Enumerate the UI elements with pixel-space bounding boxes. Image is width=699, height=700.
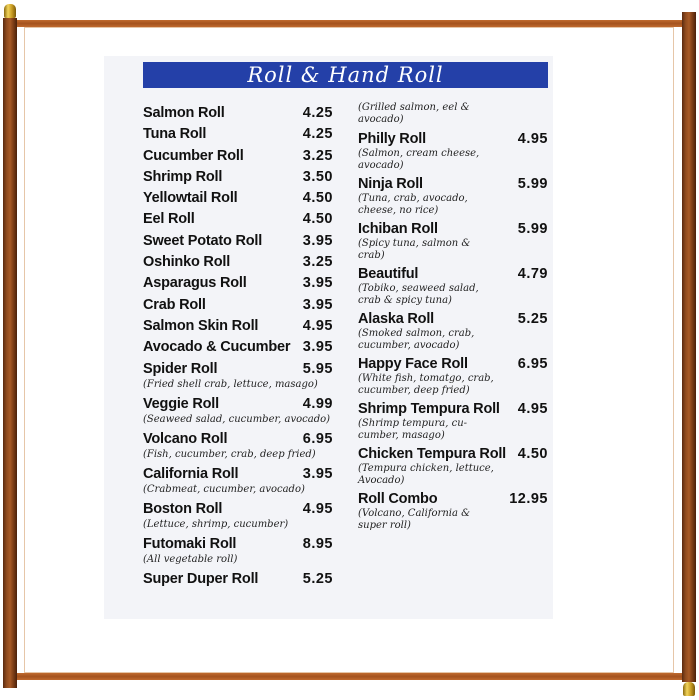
menu-item-row: [143, 430, 333, 449]
menu-item: [143, 535, 333, 570]
menu-item-row: [358, 175, 548, 193]
menu-column-right: [358, 102, 548, 535]
item-description: (Fried shell crab, lettuce, masago): [143, 378, 318, 390]
menu-item: [143, 500, 333, 535]
item-price: 3.25: [302, 147, 333, 164]
item-price: 4.79: [517, 266, 548, 282]
item-name: Veggie Roll: [143, 395, 219, 412]
item-name: Volcano Roll: [143, 430, 228, 447]
item-price: 5.95: [302, 360, 333, 377]
item-price: 6.95: [517, 356, 548, 372]
item-name: Philly Roll: [358, 131, 426, 147]
item-name: Yellowtail Roll: [143, 190, 238, 207]
item-name: Shrimp Tempura Roll: [358, 401, 500, 417]
item-name: Cucumber Roll: [143, 147, 244, 164]
menu-item-row: [143, 274, 333, 293]
menu-item: [143, 317, 333, 338]
menu-item: [358, 130, 548, 172]
item-price: 4.99: [302, 395, 333, 412]
item-price: 6.95: [302, 430, 333, 447]
item-description: (Fish, cucumber, crab, deep fried): [143, 448, 316, 460]
item-name: Happy Face Roll: [358, 356, 468, 372]
item-name: California Roll: [143, 465, 239, 482]
item-price: 4.95: [302, 317, 333, 334]
item-name: Alaska Roll: [358, 311, 434, 327]
menu-item-row: [358, 265, 548, 283]
item-name: Spider Roll: [143, 360, 218, 377]
menu-item: [143, 253, 333, 274]
menu-item: [358, 400, 548, 442]
menu-item-row: [143, 465, 333, 484]
item-description: (Spicy tuna, salmon & crab): [358, 238, 471, 261]
menu-item-row: [358, 490, 548, 508]
item-price: 4.95: [302, 500, 333, 517]
menu-item-row: [358, 220, 548, 238]
pole-knob-bottom-right: [683, 682, 695, 696]
item-price: 3.95: [302, 339, 333, 356]
menu-item: [358, 490, 548, 532]
item-name: Avocado & Cucumber: [143, 339, 291, 356]
item-description: (Tuna, crab, avocado, cheese, no rice): [358, 193, 468, 216]
item-description: (Smoked salmon, crab, cucumber, avocado): [358, 328, 475, 351]
menu-item: [143, 125, 333, 146]
menu-item-row: [358, 400, 548, 418]
item-description: (Tobiko, seaweed salad, crab & spicy tuna): [358, 283, 479, 306]
item-price: 4.95: [517, 401, 548, 417]
menu-item-row: [143, 232, 333, 251]
item-price: 4.50: [302, 211, 333, 228]
item-price: 5.99: [517, 221, 548, 237]
menu-item-row: [143, 317, 333, 336]
menu-column-left: [143, 104, 333, 591]
menu-item-row: [143, 189, 333, 208]
item-description: (Shrimp tempura, cu-cumber, masago): [358, 418, 468, 441]
item-name: Ninja Roll: [358, 176, 423, 192]
menu-item: [143, 465, 333, 500]
menu-item-row: [143, 125, 333, 144]
menu-item: [358, 355, 548, 397]
item-name: Eel Roll: [143, 211, 195, 228]
item-price: 8.95: [302, 535, 333, 552]
item-price: 3.95: [302, 232, 333, 249]
menu-item: [143, 147, 333, 168]
menu-item-row: [143, 535, 333, 554]
menu-item-row: [143, 360, 333, 379]
menu-item: [143, 189, 333, 210]
item-name: Asparagus Roll: [143, 275, 247, 292]
item-price: 4.50: [517, 446, 548, 462]
item-price: 5.99: [517, 176, 548, 192]
item-price: 4.25: [302, 105, 333, 121]
item-name: Salmon Roll: [143, 105, 225, 121]
menu-item: [143, 360, 333, 395]
menu-item: [358, 445, 548, 487]
pole-knob-top-left: [4, 4, 16, 18]
menu-item: [358, 265, 548, 307]
item-name: Roll Combo: [358, 491, 438, 507]
menu-item-row: [143, 168, 333, 187]
menu-item-row: [358, 445, 548, 463]
menu-item: [358, 310, 548, 352]
menu-item-row: [143, 296, 333, 315]
menu-item: [143, 274, 333, 295]
menu-item: [358, 175, 548, 217]
menu-item-row: [143, 338, 333, 357]
item-name: Shrimp Roll: [143, 168, 223, 185]
item-price: 3.25: [302, 254, 333, 271]
item-description: (Seaweed salad, cucumber, avocado): [143, 413, 331, 425]
menu-item-row: [143, 147, 333, 166]
item-name: Futomaki Roll: [143, 535, 237, 552]
menu-item: [358, 220, 548, 262]
menu-item-row: [143, 500, 333, 519]
menu-item-row: [358, 355, 548, 373]
item-name: Oshinko Roll: [143, 254, 231, 271]
item-name: Crab Roll: [143, 296, 206, 313]
item-description: (All vegetable roll): [143, 553, 238, 565]
menu-item-row: [358, 310, 548, 328]
menu-item: [143, 168, 333, 189]
menu-item: [143, 104, 333, 125]
item-name: Salmon Skin Roll: [143, 317, 259, 334]
scroll-pole-left: [3, 18, 17, 688]
item-description: (White fish, tomatgo, crab, cucumber, deep fried): [358, 373, 494, 396]
menu-item-row: [143, 395, 333, 414]
item-name: Sweet Potato Roll: [143, 232, 263, 249]
item-name: Ichiban Roll: [358, 221, 438, 237]
item-name: Beautiful: [358, 266, 419, 282]
item-price: 3.95: [302, 275, 333, 292]
menu-item: [143, 430, 333, 465]
menu-item-row: [143, 104, 333, 123]
continued-description: (Grilled salmon, eel & avocado): [358, 102, 470, 125]
menu-item-row: [358, 130, 548, 148]
menu-item: [143, 395, 333, 430]
item-name: Tuna Roll: [143, 126, 207, 143]
item-price: 4.25: [302, 126, 333, 143]
frame-bar-bottom: [17, 673, 682, 680]
menu-item: [143, 570, 333, 591]
item-price: 3.95: [302, 296, 333, 313]
menu-item-row: [143, 210, 333, 229]
menu-item: [143, 232, 333, 253]
menu-item-row: [143, 570, 333, 589]
menu-item: [143, 296, 333, 317]
menu-item: [143, 210, 333, 231]
item-price: 5.25: [302, 570, 333, 587]
item-price: 4.95: [517, 131, 548, 147]
item-description: (Crabmeat, cucumber, avocado): [143, 483, 305, 495]
frame-bar-top: [17, 20, 682, 27]
item-description: (Salmon, cream cheese, avocado): [358, 148, 480, 171]
menu-title: Roll & Hand Roll: [143, 62, 548, 88]
item-price: 3.95: [302, 465, 333, 482]
item-price: 12.95: [509, 491, 548, 507]
menu-item: [143, 338, 333, 359]
item-name: Boston Roll: [143, 500, 223, 517]
item-price: 4.50: [302, 190, 333, 207]
item-name: Chicken Tempura Roll: [358, 446, 507, 462]
item-description: (Lettuce, shrimp, cucumber): [143, 518, 289, 530]
item-description: (Volcano, California & super roll): [358, 508, 470, 531]
menu-item-row: [143, 253, 333, 272]
scroll-pole-right: [682, 12, 696, 682]
item-price: 3.50: [302, 168, 333, 185]
item-price: 5.25: [517, 311, 548, 327]
item-description: (Tempura chicken, lettuce, Avocado): [358, 463, 494, 486]
item-name: Super Duper Roll: [143, 570, 259, 587]
